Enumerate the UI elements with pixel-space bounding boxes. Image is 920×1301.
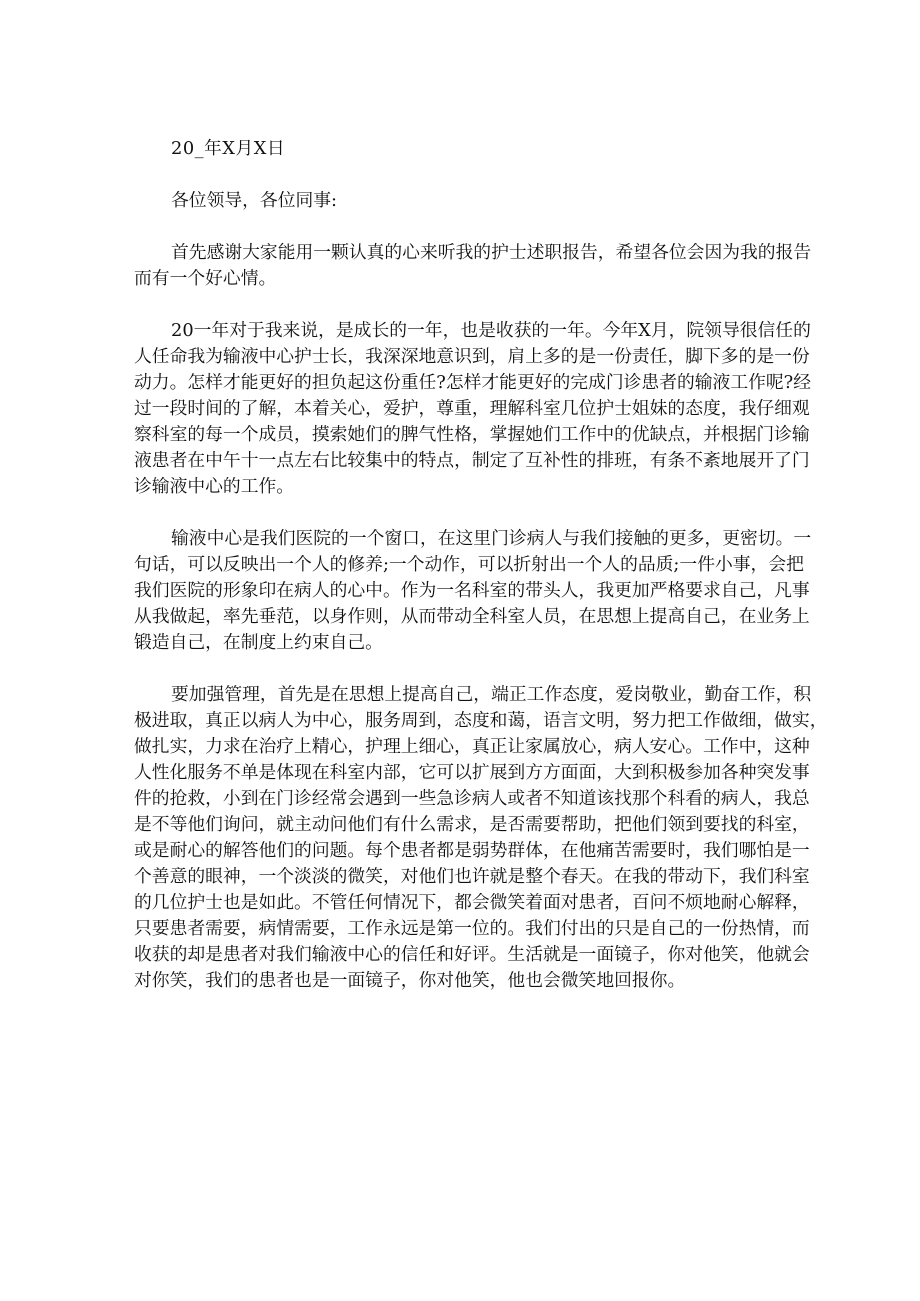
paragraph-line: 收获的却是患者对我们输液中心的信任和好评。生活就是一面镜子，你对他笑，他就会: [134, 944, 810, 965]
paragraph-line: 个善意的眼神，一个淡淡的微笑，对他们也许就是整个春天。在我的带动下，我们科室: [134, 866, 810, 887]
paragraph-line: 从我做起，率先垂范，以身作则，从而带动全科室人员，在思想上提高自己，在业务上: [134, 606, 810, 627]
document-body: [134, 136, 828, 994]
paragraph-line: 或是耐心的解答他们的问题。每个患者都是弱势群体，在他痛苦需要时，我们哪怕是一: [134, 840, 810, 861]
document-salutation: 各位领导，各位同事:: [171, 190, 338, 211]
paragraph-line: 诊输液中心的工作。: [134, 476, 295, 497]
paragraph: [134, 526, 812, 656]
paragraph-line: 20一年对于我来说，是成长的一年，也是收获的一年。今年X月，院领导很信任的: [171, 320, 811, 341]
paragraph-line: 句话，可以反映出一个人的修养;一个动作，可以折射出一个人的品质;一件小事，会把: [134, 554, 804, 575]
paragraph-line: 察科室的每一个成员，摸索她们的脾气性格，掌握她们工作中的优缺点，并根据门诊输: [134, 424, 810, 445]
paragraph: [134, 682, 828, 994]
paragraph-line: 而有一个好心情。: [134, 268, 277, 289]
paragraph-line: 只要患者需要，病情需要，工作永远是第一位的。我们付出的只是自己的一份热情，而: [134, 918, 810, 939]
paragraph: [134, 318, 811, 500]
paragraph-line: 件的抢救，小到在门诊经常会遇到一些急诊病人或者不知道该找那个科看的病人，我总: [134, 788, 810, 809]
paragraph-list: [134, 240, 828, 994]
paragraph-line: 锻造自己，在制度上约束自己。: [134, 632, 383, 653]
document-date: 20_年X月X日: [171, 138, 286, 159]
paragraph-line: 我们医院的形象印在病人的心中。作为一名科室的带头人，我更加严格要求自己，凡事: [134, 580, 810, 601]
paragraph-line: 要加强管理，首先是在思想上提高自己，端正工作态度，爱岗敬业，勤奋工作，积: [171, 684, 812, 705]
paragraph-line: 过一段时间的了解，本着关心，爱护，尊重，理解科室几位护士姐妹的态度，我仔细观: [134, 398, 810, 419]
paragraph-line: 对你笑，我们的患者也是一面镜子，你对他笑，他也会微笑地回报你。: [134, 970, 686, 991]
paragraph-line: 人任命我为输液中心护士长，我深深地意识到，肩上多的是一份责任，脚下多的是一份: [134, 346, 810, 367]
paragraph-line: 极进取，真正以病人为中心，服务周到，态度和蔼，语言文明，努力把工作做细，做实，: [134, 710, 828, 731]
paragraph-line: 人性化服务不单是体现在科室内部，它可以扩展到方方面面，大到积极参加各种突发事: [134, 762, 810, 783]
paragraph-line: 输液中心是我们医院的一个窗口，在这里门诊病人与我们接触的更多，更密切。一: [171, 528, 812, 549]
paragraph-line: 动力。怎样才能更好的担负起这份重任?怎样才能更好的完成门诊患者的输液工作呢?经: [134, 372, 811, 393]
paragraph-line: 做扎实，力求在治疗上精心，护理上细心，真正让家属放心，病人安心。工作中，这种: [134, 736, 810, 757]
paragraph-line: 的几位护士也是如此。不管任何情况下，都会微笑着面对患者，百问不烦地耐心解释，: [134, 892, 810, 913]
paragraph-line: 首先感谢大家能用一颗认真的心来听我的护士述职报告，希望各位会因为我的报告: [171, 242, 812, 263]
paragraph-line: 是不等他们询问，就主动问他们有什么需求，是否需要帮助，把他们领到要找的科室，: [134, 814, 810, 835]
paragraph-line: 液患者在中午十一点左右比较集中的特点，制定了互补性的排班，有条不紊地展开了门: [134, 450, 810, 471]
paragraph: [134, 240, 812, 292]
